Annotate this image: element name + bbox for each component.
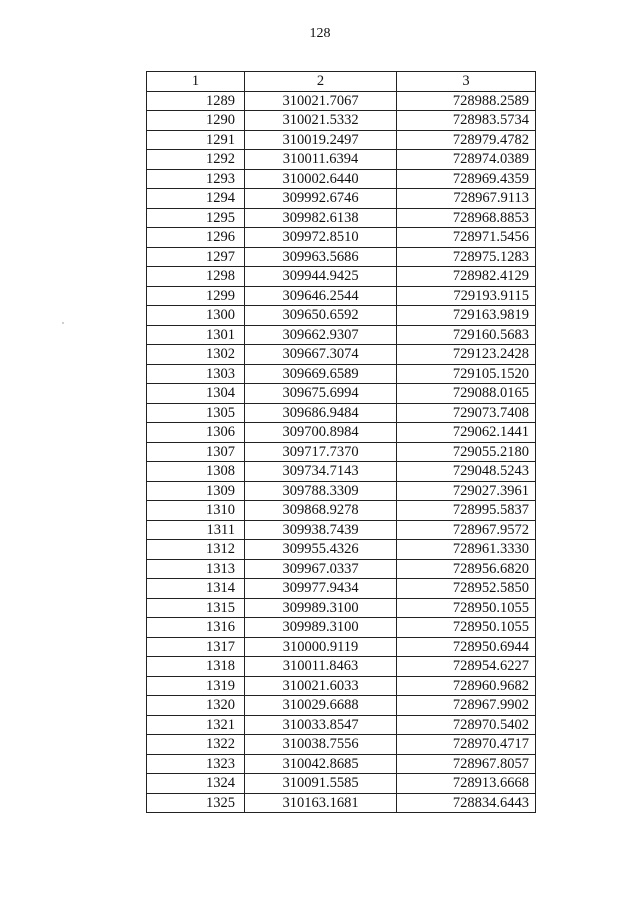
table-row [147,618,536,638]
y-coordinate-cell: 728952.5850 [397,579,536,599]
point-number-cell: 1316 [147,618,245,638]
x-coordinate-cell: 310021.6033 [245,676,397,696]
x-coordinate-cell: 310163.1681 [245,793,397,813]
y-coordinate-cell: 729088.0165 [397,384,536,404]
y-coordinate-cell: 729027.3961 [397,481,536,501]
y-coordinate-cell: 728982.4129 [397,267,536,287]
x-coordinate-cell: 309788.3309 [245,481,397,501]
point-number-cell: 1320 [147,696,245,716]
point-number-cell: 1315 [147,598,245,618]
x-coordinate-cell: 309868.9278 [245,501,397,521]
x-coordinate-cell: 310021.7067 [245,91,397,111]
x-coordinate-cell: 309963.5686 [245,247,397,267]
y-coordinate-cell: 728979.4782 [397,130,536,150]
y-coordinate-cell: 728954.6227 [397,657,536,677]
point-number-cell: 1296 [147,228,245,248]
x-coordinate-cell: 310033.8547 [245,715,397,735]
table-header [147,72,536,92]
x-coordinate-cell: 310002.6440 [245,169,397,189]
point-number-cell: 1305 [147,403,245,423]
point-number-cell: 1301 [147,325,245,345]
x-coordinate-cell: 310019.2497 [245,130,397,150]
x-coordinate-cell: 309700.8984 [245,423,397,443]
x-coordinate-cell: 309734.7143 [245,462,397,482]
table-row [147,228,536,248]
point-number-cell: 1313 [147,559,245,579]
table-row [147,754,536,774]
point-number-cell: 1289 [147,91,245,111]
y-coordinate-cell: 729062.1441 [397,423,536,443]
point-number-cell: 1295 [147,208,245,228]
x-coordinate-cell: 309977.9434 [245,579,397,599]
y-coordinate-cell: 729073.7408 [397,403,536,423]
table-row [147,559,536,579]
x-coordinate-cell: 309938.7439 [245,520,397,540]
x-coordinate-cell: 310000.9119 [245,637,397,657]
table-row [147,442,536,462]
table-row [147,364,536,384]
x-coordinate-cell: 309972.8510 [245,228,397,248]
table-row [147,247,536,267]
coordinates-table [146,71,536,813]
point-number-cell: 1292 [147,150,245,170]
y-coordinate-cell: 728971.5456 [397,228,536,248]
table-row [147,150,536,170]
table-row [147,403,536,423]
x-coordinate-cell: 310042.8685 [245,754,397,774]
scan-speck [62,322,64,324]
point-number-cell: 1291 [147,130,245,150]
y-coordinate-cell: 728834.6443 [397,793,536,813]
table-row [147,540,536,560]
y-coordinate-cell: 728913.6668 [397,774,536,794]
page-number: 128 [309,26,331,41]
point-number-cell: 1322 [147,735,245,755]
x-coordinate-cell: 310011.6394 [245,150,397,170]
y-coordinate-cell: 728960.9682 [397,676,536,696]
point-number-cell: 1290 [147,111,245,131]
table-row [147,735,536,755]
point-number-cell: 1298 [147,267,245,287]
point-number-cell: 1324 [147,774,245,794]
y-coordinate-cell: 728967.9902 [397,696,536,716]
point-number-cell: 1317 [147,637,245,657]
point-number-cell: 1297 [147,247,245,267]
table-row [147,520,536,540]
y-coordinate-cell: 728974.0389 [397,150,536,170]
y-coordinate-cell: 728983.5734 [397,111,536,131]
x-coordinate-cell: 310011.8463 [245,657,397,677]
y-coordinate-cell: 728956.6820 [397,559,536,579]
point-number-cell: 1319 [147,676,245,696]
x-coordinate-cell: 309955.4326 [245,540,397,560]
table-row [147,111,536,131]
y-coordinate-cell: 729163.9819 [397,306,536,326]
table-row [147,130,536,150]
table-row [147,598,536,618]
table-row [147,793,536,813]
y-coordinate-cell: 728967.9572 [397,520,536,540]
y-coordinate-cell: 729160.5683 [397,325,536,345]
table-row [147,325,536,345]
x-coordinate-cell: 309989.3100 [245,618,397,638]
y-coordinate-cell: 729048.5243 [397,462,536,482]
point-number-cell: 1311 [147,520,245,540]
y-coordinate-cell: 728967.9113 [397,189,536,209]
x-coordinate-cell: 309667.3074 [245,345,397,365]
table-row [147,774,536,794]
column-header-2: 2 [245,72,397,92]
x-coordinate-cell: 309982.6138 [245,208,397,228]
point-number-cell: 1304 [147,384,245,404]
y-coordinate-cell: 729105.1520 [397,364,536,384]
point-number-cell: 1309 [147,481,245,501]
x-coordinate-cell: 309646.2544 [245,286,397,306]
point-number-cell: 1293 [147,169,245,189]
y-coordinate-cell: 729123.2428 [397,345,536,365]
y-coordinate-cell: 728995.5837 [397,501,536,521]
y-coordinate-cell: 728969.4359 [397,169,536,189]
x-coordinate-cell: 309650.6592 [245,306,397,326]
point-number-cell: 1310 [147,501,245,521]
y-coordinate-cell: 728970.5402 [397,715,536,735]
table-row [147,189,536,209]
table-row [147,657,536,677]
x-coordinate-cell: 310021.5332 [245,111,397,131]
x-coordinate-cell: 310029.6688 [245,696,397,716]
point-number-cell: 1300 [147,306,245,326]
point-number-cell: 1323 [147,754,245,774]
point-number-cell: 1302 [147,345,245,365]
table-row [147,208,536,228]
table-row [147,384,536,404]
point-number-cell: 1307 [147,442,245,462]
x-coordinate-cell: 309675.6994 [245,384,397,404]
table-row [147,306,536,326]
table-row [147,462,536,482]
table-row [147,481,536,501]
point-number-cell: 1306 [147,423,245,443]
table-row [147,501,536,521]
point-number-cell: 1312 [147,540,245,560]
table-row [147,286,536,306]
point-number-cell: 1299 [147,286,245,306]
table-row [147,715,536,735]
y-coordinate-cell: 728950.1055 [397,598,536,618]
point-number-cell: 1314 [147,579,245,599]
x-coordinate-cell: 309989.3100 [245,598,397,618]
y-coordinate-cell: 728970.4717 [397,735,536,755]
x-coordinate-cell: 309717.7370 [245,442,397,462]
table-row [147,345,536,365]
point-number-cell: 1318 [147,657,245,677]
y-coordinate-cell: 728975.1283 [397,247,536,267]
point-number-cell: 1308 [147,462,245,482]
y-coordinate-cell: 728950.1055 [397,618,536,638]
table-row [147,267,536,287]
header-row [147,72,536,92]
point-number-cell: 1325 [147,793,245,813]
table-row [147,169,536,189]
table-body [147,91,536,813]
point-number-cell: 1303 [147,364,245,384]
point-number-cell: 1321 [147,715,245,735]
x-coordinate-cell: 309967.0337 [245,559,397,579]
table-row [147,676,536,696]
x-coordinate-cell: 309669.6589 [245,364,397,384]
y-coordinate-cell: 728961.3330 [397,540,536,560]
table-row [147,579,536,599]
y-coordinate-cell: 728950.6944 [397,637,536,657]
x-coordinate-cell: 309686.9484 [245,403,397,423]
x-coordinate-cell: 310091.5585 [245,774,397,794]
y-coordinate-cell: 729193.9115 [397,286,536,306]
y-coordinate-cell: 728988.2589 [397,91,536,111]
table-row [147,423,536,443]
y-coordinate-cell: 729055.2180 [397,442,536,462]
y-coordinate-cell: 728968.8853 [397,208,536,228]
column-header-1: 1 [147,72,245,92]
x-coordinate-cell: 309992.6746 [245,189,397,209]
table-row [147,91,536,111]
x-coordinate-cell: 309662.9307 [245,325,397,345]
column-header-3: 3 [397,72,536,92]
x-coordinate-cell: 310038.7556 [245,735,397,755]
x-coordinate-cell: 309944.9425 [245,267,397,287]
y-coordinate-cell: 728967.8057 [397,754,536,774]
table-row [147,637,536,657]
table-row [147,696,536,716]
point-number-cell: 1294 [147,189,245,209]
